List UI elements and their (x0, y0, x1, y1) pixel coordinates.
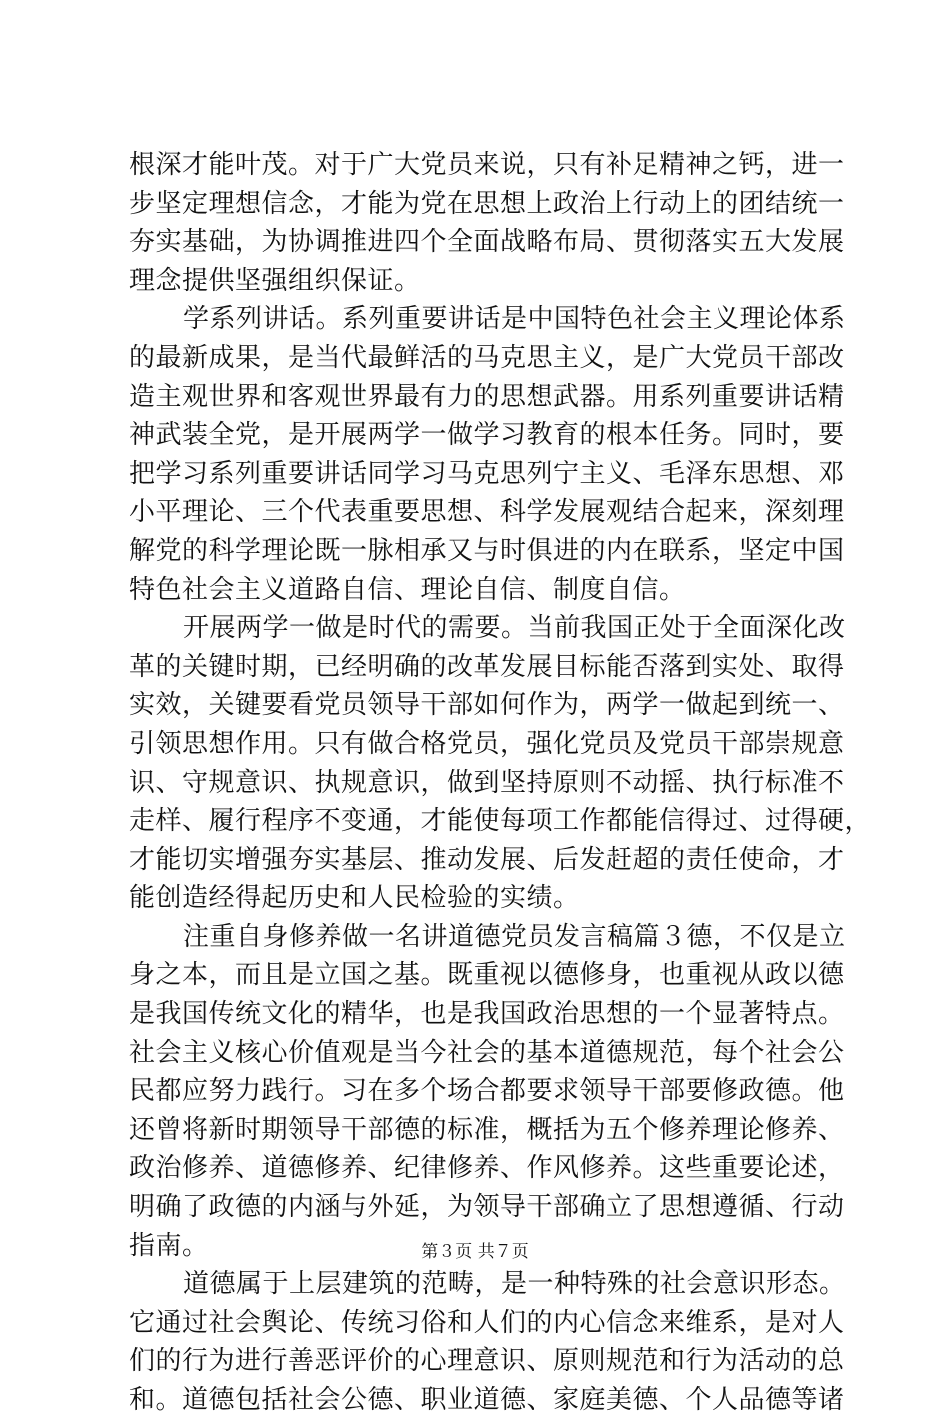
text-line: 实效，关键要看党员领导干部如何作为，两学一做起到统一、 (129, 690, 845, 721)
text-line: 才能切实增强夯实基层、推动发展、后发赶超的责任使命，才 (129, 844, 845, 875)
text-line: 和。道德包括社会公德、职业道德、家庭美德、个人品德等诸 (129, 1385, 845, 1415)
text-line: 指南。 (129, 1230, 209, 1261)
body-text (129, 146, 872, 1420)
text-line: 的最新成果，是当代最鲜活的马克思主义，是广大党员干部改 (129, 342, 845, 373)
text-line: 民都应努力践行。习在多个场合都要求领导干部要修政德。他 (129, 1076, 845, 1107)
text-line: 特色社会主义道路自信、理论自信、制度自信。 (129, 574, 686, 605)
text-line: 引领思想作用。只有做合格党员，强化党员及党员干部崇规意 (129, 728, 845, 759)
text-line: 身之本，而且是立国之基。既重视以德修身，也重视从政以德 (129, 960, 845, 991)
text-line: 理念提供坚强组织保证。 (129, 265, 421, 296)
text-line: 道德属于上层建筑的范畴，是一种特殊的社会意识形态。 (183, 1269, 846, 1300)
text-line: 们的行为进行善恶评价的心理意识、原则规范和行为活动的总 (129, 1346, 845, 1377)
page-number-footer: 第３页 共７页 (421, 1242, 529, 1262)
text-line: 识、守规意识、执规意识，做到坚持原则不动摇、执行标准不 (129, 767, 845, 798)
text-line: 夯实基础，为协调推进四个全面战略布局、贯彻落实五大发展 (129, 227, 845, 258)
text-line: 革的关键时期，已经明确的改革发展目标能否落到实处、取得 (129, 651, 845, 682)
text-line: 小平理论、三个代表重要思想、科学发展观结合起来，深刻理 (129, 497, 845, 528)
text-line: 开展两学一做是时代的需要。当前我国正处于全面深化改 (183, 613, 846, 644)
text-line: 走样、履行程序不变通，才能使每项工作都能信得过、过得硬， (129, 806, 872, 837)
text-line: 学系列讲话。系列重要讲话是中国特色社会主义理论体系 (183, 304, 846, 335)
text-line: 解党的科学理论既一脉相承又与时俱进的内在联系，坚定中国 (129, 535, 845, 566)
text-line: 注重自身修养做一名讲道德党员发言稿篇３德，不仅是立 (183, 921, 846, 952)
text-line: 步坚定理想信念，才能为党在思想上政治上行动上的团结统一 (129, 188, 845, 219)
text-line: 根深才能叶茂。对于广大党员来说，只有补足精神之钙，进一 (129, 150, 845, 180)
text-line: 还曾将新时期领导干部德的标准，概括为五个修养理论修养、 (129, 1114, 845, 1145)
text-line: 能创造经得起历史和人民检验的实绩。 (129, 883, 580, 914)
text-line: 是我国传统文化的精华，也是我国政治思想的一个显著特点。 (129, 999, 845, 1030)
text-line: 把学习系列重要讲话同学习马克思列宁主义、毛泽东思想、邓 (129, 458, 845, 489)
text-line: 神武装全党，是开展两学一做学习教育的根本任务。同时，要 (129, 420, 845, 451)
text-line: 政治修养、道德修养、纪律修养、作风修养。这些重要论述， (129, 1153, 845, 1184)
text-line: 造主观世界和客观世界最有力的思想武器。用系列重要讲话精 (129, 381, 845, 412)
text-line: 社会主义核心价值观是当今社会的基本道德规范，每个社会公 (129, 1037, 845, 1068)
text-line: 明确了政德的内涵与外延，为领导干部确立了思想遵循、行动 (129, 1192, 845, 1223)
text-line: 它通过社会舆论、传统习俗和人们的内心信念来维系，是对人 (129, 1307, 845, 1338)
